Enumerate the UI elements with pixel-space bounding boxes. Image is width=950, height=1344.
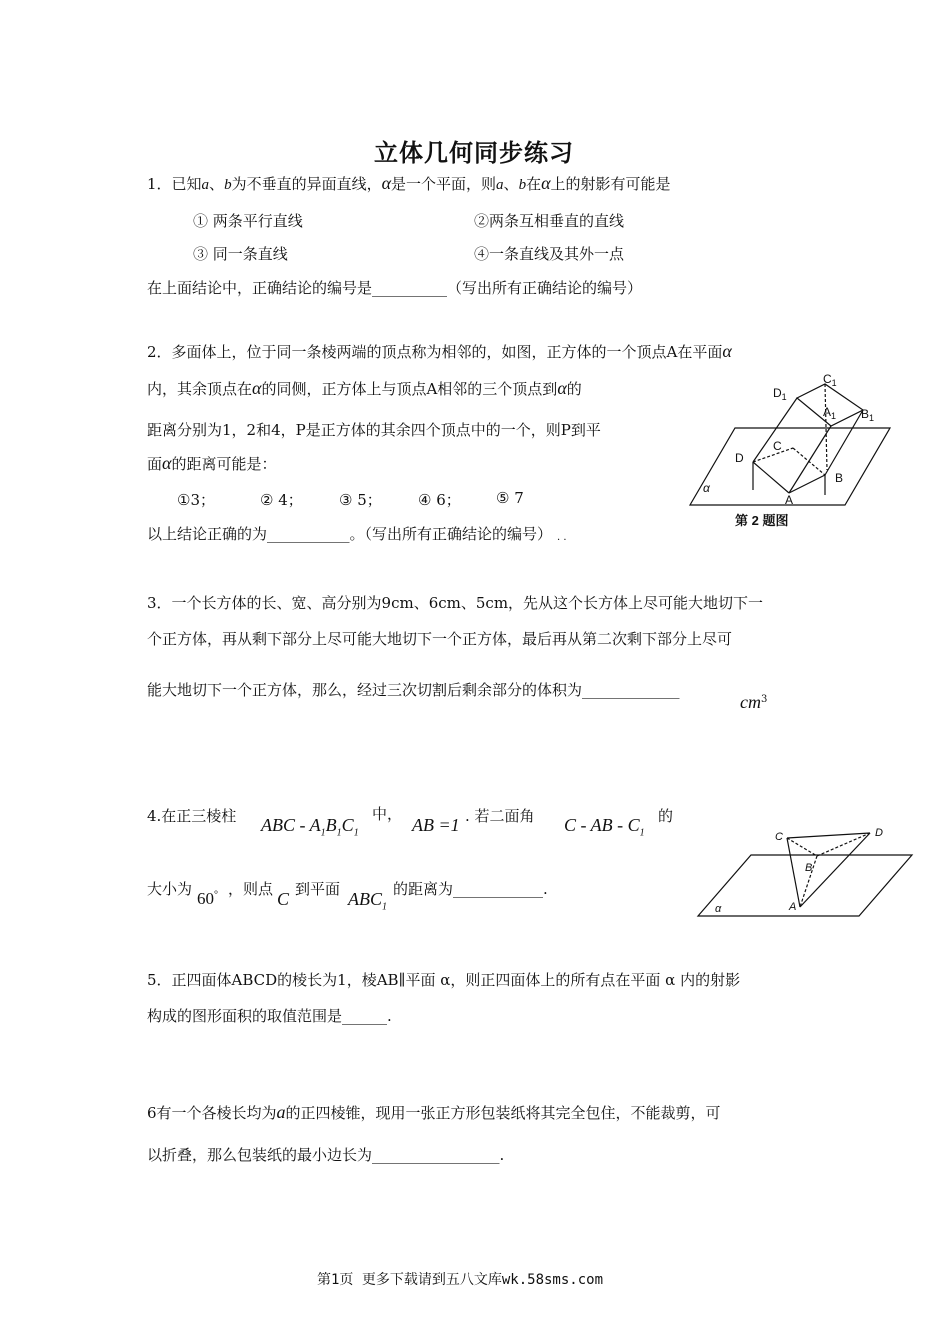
- q1-sep2: 、: [503, 175, 519, 193]
- q3-line1: 3．一个长方体的长、宽、高分别为9cm、6cm、5cm，先从这个长方体上尽可能大地切下一: [147, 594, 764, 612]
- q6-line1-a: 6有一个各棱长均为: [147, 1104, 277, 1122]
- q4-line2-d: 的距离为____________.: [393, 880, 548, 898]
- q4-tetra-figure: [695, 820, 917, 920]
- edge-c1-c: [825, 384, 827, 470]
- q4-prism-a: ABC - A: [261, 815, 321, 835]
- q2-option-2: ② 4；: [260, 491, 303, 509]
- q4-line2-c: 到平面: [295, 880, 341, 898]
- q2-alpha-2: α: [252, 378, 262, 398]
- label-c1: $C_1$: [823, 372, 837, 388]
- q4-ab: AB =1: [412, 815, 460, 835]
- q4-angle: [564, 815, 645, 839]
- q5-line2: 构成的图形面积的取值范围是______.: [147, 1007, 392, 1025]
- edge-d-a: [753, 462, 789, 493]
- q4-sub-a1: 1: [320, 827, 326, 839]
- q1-var-b: b: [224, 177, 232, 193]
- q1-option-2: ②两条互相垂直的直线: [474, 212, 625, 230]
- q1-option-4: ④一条直线及其外一点: [474, 245, 625, 263]
- q1-stem-b: 为不垂直的异面直线，: [231, 175, 382, 193]
- q4-plane-text: ABC: [348, 889, 382, 909]
- q4-point-c: C: [277, 889, 290, 909]
- q2-option-4: ④ 6；: [418, 491, 461, 509]
- q4-label-b: B: [805, 862, 813, 874]
- q4-ruo: . 若二面角: [465, 807, 535, 825]
- q2-line3: 距离分别为1，2和4，P是正方体的其余四个顶点中的一个，则P到平: [147, 421, 601, 439]
- q3-unit-exp: 3: [761, 694, 768, 705]
- q2-option-5: ⑤ 7: [496, 489, 524, 507]
- q4-prism-b: B: [325, 815, 337, 835]
- q6-line1-b: 的正四棱锥，现用一张正方形包装纸将其完全包住，不能裁剪，可: [285, 1104, 721, 1122]
- q2-line2-a: 内，其余顶点在: [147, 380, 253, 398]
- q2-alpha-3: α: [557, 378, 567, 398]
- q4-sub-c1: 1: [353, 827, 359, 839]
- edge-c-a: [787, 838, 800, 907]
- q2-option-1: ①3；: [177, 491, 215, 509]
- label-b: B: [835, 471, 844, 485]
- q1-option-1: ① 两条平行直线: [193, 212, 303, 230]
- label-c: C: [773, 439, 782, 453]
- q1-stem-d: 在: [526, 175, 542, 193]
- q2-line2-b: 的同侧，正方体上与顶点A相邻的三个顶点到: [261, 380, 558, 398]
- q1-stem-e: 上的射影有可能是: [550, 175, 671, 193]
- q4-sub-b1: 1: [336, 827, 342, 839]
- q2-alpha-4: α: [162, 453, 172, 473]
- q2-line4-b: 的距离可能是：: [171, 455, 277, 473]
- label-d1: $D_1$: [773, 386, 787, 402]
- q1-stem-a: 1．已知: [147, 175, 202, 193]
- edge-c-b-q4: [787, 838, 817, 856]
- label-alpha: α: [703, 481, 710, 495]
- label-b1: $B_1$: [861, 407, 875, 423]
- q3-unit: [740, 692, 767, 713]
- q4-plane-sub: 1: [382, 901, 387, 913]
- q4-deg: [197, 889, 218, 909]
- q2-figure-caption: 第 2 题图: [735, 513, 789, 528]
- q4-prefix: 4.在正三棱柱: [147, 807, 237, 825]
- emphasis-dots: · ·: [557, 535, 567, 546]
- page-footer: 第1页 更多下载请到五八文库wk.58sms.com: [317, 1272, 604, 1288]
- q2-answer-line: 以上结论正确的为___________。（写出所有正确结论的编号）: [147, 525, 553, 543]
- q2-line1-text: 2．多面体上，位于同一条棱两端的顶点称为相邻的，如图，正方体的一个顶点A在平面: [147, 343, 723, 361]
- q4-deg-value: 60: [197, 889, 214, 908]
- q6-var-a: a: [276, 1102, 286, 1122]
- q1-var-a2: a: [496, 177, 504, 193]
- label-a1: $A_1$: [823, 405, 837, 421]
- label-a: A: [785, 493, 794, 507]
- page-title: 立体几何同步练习: [374, 139, 574, 167]
- q4-line2-a: 大小为: [147, 880, 193, 898]
- q2-line2: [147, 378, 582, 399]
- q2-line2-c: 的: [566, 380, 582, 398]
- q4-label-alpha: α: [715, 903, 722, 915]
- q3-unit-cm: cm: [740, 692, 761, 712]
- q4-label-c: C: [775, 831, 783, 843]
- edge-b-d: [817, 833, 870, 856]
- q6-line2: 以折叠，那么包装纸的最小边长为_________________.: [147, 1146, 505, 1164]
- q3-line3: 能大地切下一个正方体，那么，经过三次切割后剩余部分的体积为_____________: [147, 681, 680, 699]
- q4-label-a: A: [789, 901, 797, 913]
- q4-plane: [348, 889, 387, 913]
- edge-c-b: [793, 448, 825, 475]
- q1-var-b2: b: [518, 177, 527, 193]
- label-d: D: [735, 451, 744, 465]
- edge-c-d: [787, 833, 870, 838]
- q2-line1: [147, 341, 732, 362]
- q1-stem: [147, 173, 671, 194]
- q3-line2: 个正方体，再从剩下部分上尽可能大地切下一个正方体，最后再从第二次剩下部分上尽可: [147, 630, 733, 648]
- q2-line4-a: 面: [147, 455, 163, 473]
- q4-angle-sub: 1: [639, 827, 645, 839]
- q4-angle-text: C - AB - C: [564, 815, 640, 835]
- q2-cube-figure: [685, 370, 895, 532]
- q4-de: 的: [658, 807, 674, 825]
- q1-stem-c: 是一个平面，则: [391, 175, 497, 193]
- q1-sep1: 、: [209, 175, 225, 193]
- q2-option-3: ③ 5；: [339, 491, 382, 509]
- q4-prism: [261, 815, 359, 839]
- q2-alpha-1: α: [722, 341, 732, 361]
- q1-alpha2: α: [541, 173, 551, 193]
- q6-line1: [147, 1102, 721, 1123]
- q4-zhong: 中，: [372, 805, 403, 823]
- q1-alpha: α: [381, 173, 392, 193]
- q1-var-a: a: [201, 177, 210, 193]
- q1-option-3: ③ 同一条直线: [193, 245, 288, 263]
- q5-line1: 5．正四面体ABCD的棱长为1，棱AB∥平面 α，则正四面体上的所有点在平面 α 内的射影: [147, 971, 741, 989]
- q2-line4: [147, 453, 276, 474]
- q4-deg-symbol: °: [214, 889, 218, 901]
- q4-line2-b: ，则点: [228, 880, 274, 898]
- q4-label-d: D: [875, 827, 883, 839]
- q1-conclusion: 在上面结论中，正确结论的编号是__________（写出所有正确结论的编号）: [147, 279, 643, 297]
- q4-prism-c: C: [341, 815, 354, 835]
